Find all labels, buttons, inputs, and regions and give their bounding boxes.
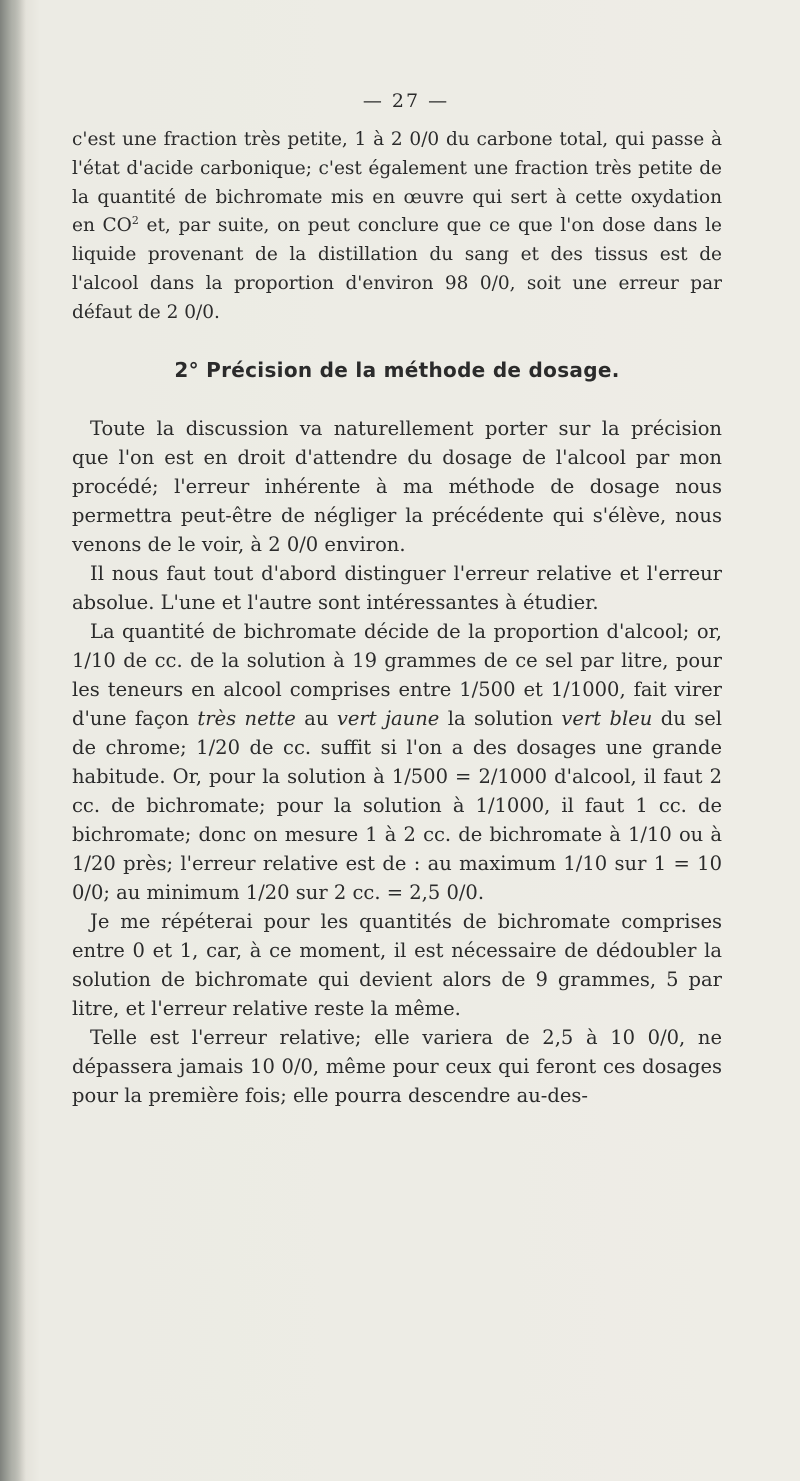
- co2-superscript: 2: [131, 214, 139, 228]
- page-text: [72, 88, 722, 1110]
- paragraph-relative-absolute-error: Il nous faut tout d'abord distinguer l'erreur relative et l'erreur absolue. L'une et l'autre sont intéressantes à étudier.: [72, 561, 722, 614]
- section-heading: 2° Précision de la méthode de dosage.: [174, 357, 620, 382]
- paragraph-bichromate-part3: la solution: [439, 706, 562, 730]
- paragraph-dilution: Je me répéterai pour les quantités de bichromate comprises entre 0 et 1, car, à ce moment, il est nécessaire de dédoubler la solution de bichromate qui devient alors de 9 grammes, 5 par litre, et l'erreur relative reste la même.: [72, 909, 722, 1020]
- paragraph-carbon-oxidation: [72, 126, 722, 328]
- paragraph-relative-error-range: Telle est l'erreur relative; elle variera de 2,5 à 10 0/0, ne dépassera jamais 10 0/0, même pour ceux qui feront ces dosages pour la première fois; elle pourra descendre au-des-: [72, 1025, 722, 1107]
- paragraph-bichromate-quantity: [72, 617, 722, 907]
- paragraph-bichromate-part4: du sel de chrome; 1/20 de cc. suffit si l'on a des dosages une grande habitude. Or, pour la solution à 1/500 = 2/1000 d'alcool, il faut 2 cc. de bichromate; pour la solution à 1/1000, il faut 1 cc. de bichromate; donc on mesure 1 à 2 cc. de bichromate à 1/10 ou à 1/20 près; l'erreur relative est de : au maximum 1/10 sur 1 = 10 0/0; au minimum 1/20 sur 2 cc. = 2,5 0/0.: [72, 706, 722, 904]
- paragraph-discussion: Toute la discussion va naturellement porter sur la précision que l'on est en droit d'attendre du dosage de l'alcool par mon procédé; l'erreur inhérente à ma méthode de dosage nous permettra peut-être de négliger la précédente qui s'élève, nous venons de le voir, à 2 0/0 environ.: [72, 416, 722, 556]
- emphasis-vert-bleu: vert bleu: [561, 706, 653, 730]
- paragraph-carbon-oxidation-part1: c'est une fraction très petite, 1 à 2 0/0 du carbone total, qui passe à l'état d'acide carbonique; c'est également une fraction très petite de la quantité de bichromate mis en œuvre qui sert à cette oxydation en CO: [72, 129, 722, 237]
- paragraph-bichromate-part1: La quantité de bichromate décide de la proportion d'alcool; or, 1/10 de cc. de la solution à 19 grammes de ce sel par litre, pour les teneurs en alcool comprises entre 1/500 et 1/1000, fait virer d'une façon: [72, 619, 722, 730]
- page-number: — 27 —: [362, 90, 450, 112]
- paragraph-bichromate-part2: au: [295, 706, 337, 730]
- emphasis-tres-nette: très nette: [197, 706, 296, 730]
- emphasis-vert-jaune: vert jaune: [336, 706, 440, 730]
- binding-shadow: [0, 0, 26, 1481]
- paragraph-carbon-oxidation-part2: et, par suite, on peut conclure que ce que l'on dose dans le liquide provenant de la distillation du sang et des tissus est de l'alcool dans la proportion d'environ 98 0/0, soit une erreur par défaut de 2 0/0.: [72, 215, 722, 323]
